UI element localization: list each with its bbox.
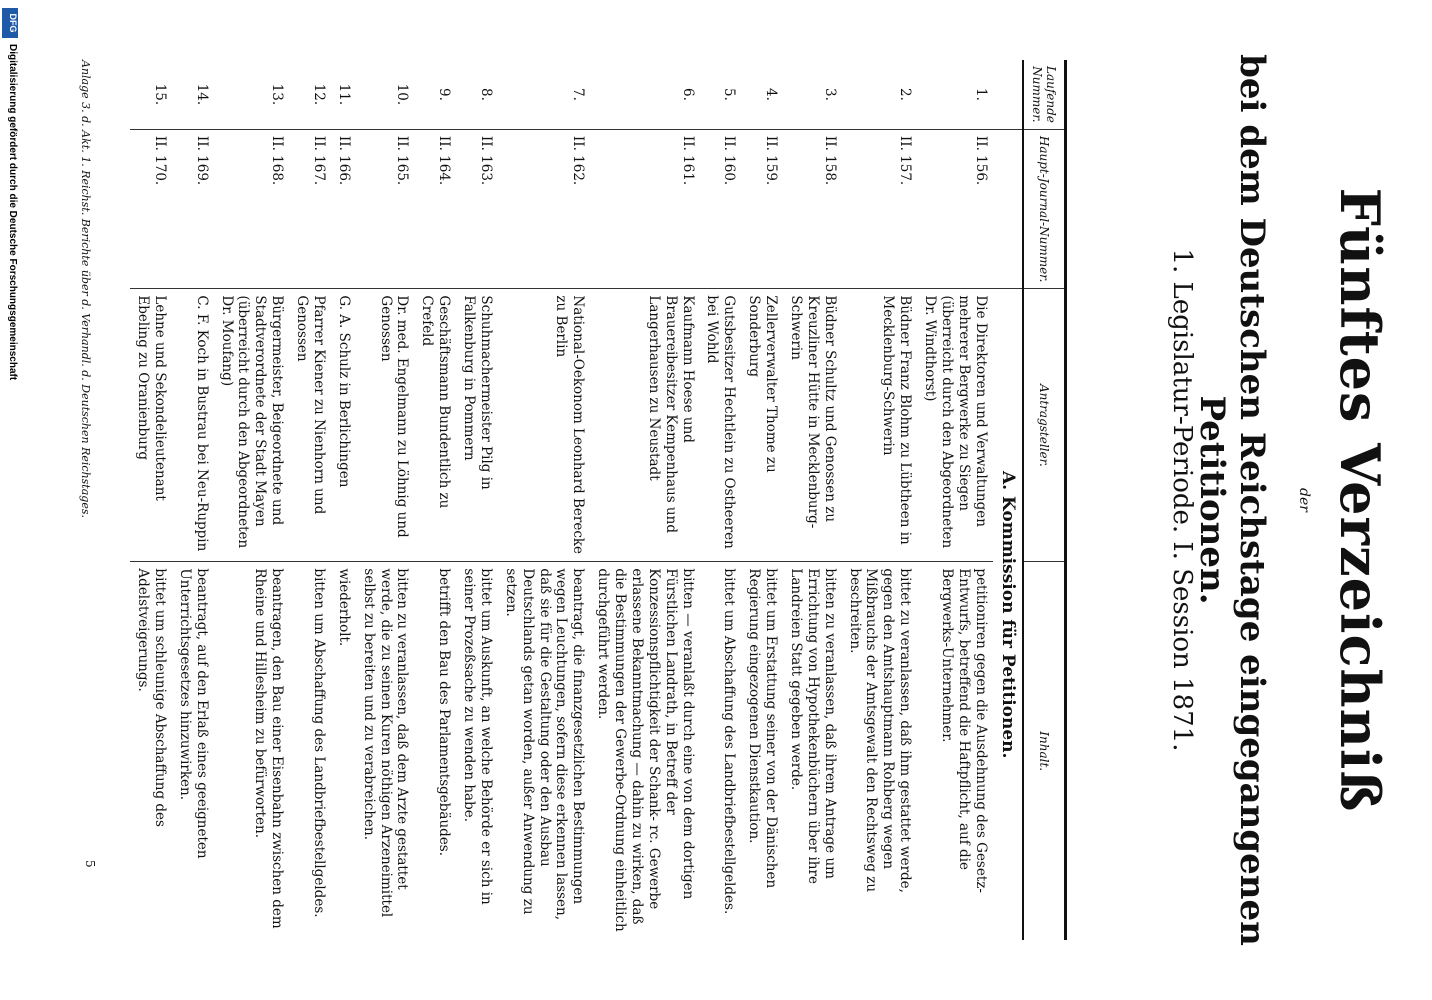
row-journal-nummer: II. 169.	[172, 129, 214, 289]
row-inhalt: bittet um Abschaffung des Landbriefbestellgeldes.	[700, 562, 742, 940]
row-inhalt: wiederholt.	[331, 562, 356, 940]
table-row	[214, 60, 290, 940]
row-laufende-nummer: 8.	[478, 88, 494, 101]
row-journal-nummer: II. 168.	[214, 129, 290, 289]
row-antragsteller: Zellerverwalter Thome zu Sonderburg	[741, 289, 783, 562]
row-antragsteller: Lehne und Sekondelieutenant Ebeling zu Oranienburg	[130, 289, 172, 562]
table-row	[172, 60, 214, 940]
table-row	[331, 60, 356, 940]
row-journal-nummer: II. 162.	[498, 129, 590, 289]
row-laufende-nummer: 9.	[436, 88, 453, 101]
table-row	[415, 60, 457, 940]
row-inhalt: bitten zu veranlassen, daß ihrem Antrage um Errichtung von Hypothekenbüchern über ihre Landreien Statt gegeben werde.	[783, 562, 842, 940]
document-subtitle: bei dem Deutschen Reichstage eingegangenen Petitionen.	[1192, 54, 1272, 946]
row-inhalt: beantragen, den Bau einer Eisenbahn zwischen dem Rheine und Hillesheim zu befürworten.	[214, 562, 290, 940]
row-antragsteller: Geschäftsmann Bundentlich zu Crefeld	[415, 289, 457, 562]
row-journal-nummer: II. 158.	[783, 129, 842, 289]
row-laufende-nummer: 14.	[193, 83, 210, 106]
row-laufende-nummer: 6.	[679, 88, 696, 101]
row-journal-nummer: II. 164.	[415, 129, 457, 289]
row-antragsteller: Gutsbesitzer Hechtlein zu Ostheeren bei Wohld	[700, 289, 742, 562]
petitions-table	[130, 60, 1067, 940]
row-journal-nummer: II. 160.	[700, 129, 742, 289]
table-row	[356, 60, 415, 940]
header-laufende: Laufende Nummer.	[1023, 60, 1066, 129]
row-journal-nummer: II. 165.	[356, 129, 415, 289]
row-laufende-nummer: 4.	[763, 88, 780, 101]
row-antragsteller: Schuhmachermeister Pilg in Falkenburg in Pommern	[456, 289, 498, 562]
row-laufende-nummer: 3.	[821, 88, 838, 101]
row-inhalt: bittet um Auskunft, an welche Behörde er sich in seiner Prozeßsache zu wenden habe.	[456, 562, 498, 940]
session-line: 1. Legislatur-Periode. I. Session 1871.	[1167, 248, 1197, 752]
row-inhalt: bittet zu veranlassen, daß ihm gestattet werde, gegen den Amtshauptmann Rohberg wegen Mißbrauchs der Amtsgewalt den Rechtsweg zu beschreiten.	[842, 562, 918, 940]
row-inhalt: bittet um Erstattung seiner von der Dänischen Regierung eingezogenen Dienstkaution.	[741, 562, 783, 940]
row-antragsteller: Pfarrer Kiener zu Nienhorn und Genossen	[289, 289, 331, 562]
title-connector: der	[1296, 488, 1312, 512]
header-inhalt: Inhalt.	[1023, 562, 1066, 940]
row-antragsteller: Die Direktoren und Verwaltungen mehrerer Bergwerke zu Siegen (überreicht durch den Abgeordneten Dr. Windthorst)	[917, 289, 993, 562]
table-row	[590, 60, 699, 940]
table-row	[741, 60, 783, 940]
table-row	[917, 60, 993, 940]
row-antragsteller: Büdner Schultz und Genossen zu Kreuzliner Hütte in Mecklenburg-Schwerin	[783, 289, 842, 562]
row-laufende-nummer: 2.	[897, 88, 914, 101]
row-inhalt: bitten — veranlaßt durch eine von dem dortigen Fürstlichen Landrath, in Betreff der Konzessionspflichtigkeit der Schank- rc. Gewerbe erlassene Bekanntmachung — dahin zu wirken, daß die Bestimmungen der Gewerbe-Ordnung einheitlich durchgeführt werden.	[590, 562, 699, 940]
table-row	[130, 60, 172, 940]
row-journal-nummer: II. 161.	[590, 129, 699, 289]
row-laufende-nummer: 10.	[394, 83, 411, 106]
row-antragsteller: Dr. med. Engelmann zu Löhnig und Genossen	[356, 289, 415, 562]
row-journal-nummer: II. 156.	[917, 129, 993, 289]
row-inhalt: beantragt, auf den Erlaß eines geeigneten Unterrichtsgesetzes hinzuwirken.	[172, 562, 214, 940]
document-title: Fünftes Verzeichniß	[1328, 187, 1392, 813]
table-header-row	[1023, 60, 1066, 940]
dfg-watermark-text: Digitalisierung gefördert durch die Deutsche Forschungsgemeinschaft	[7, 44, 18, 381]
row-antragsteller: C. F. Koch in Bustrau bei Neu-Ruppin	[172, 289, 214, 562]
row-laufende-nummer: 11.	[335, 83, 352, 106]
row-inhalt: bittet um schleunige Abschaffung des Adelstveigerungs.	[130, 562, 172, 940]
row-antragsteller: National-Oekonom Leonhard Berecke zu Berlin	[498, 289, 590, 562]
row-journal-nummer: II. 163.	[456, 129, 498, 289]
table-row	[456, 60, 498, 940]
row-laufende-nummer: 15.	[152, 83, 168, 106]
table-row	[498, 60, 590, 940]
row-journal-nummer: II. 166.	[331, 129, 356, 289]
dfg-watermark	[0, 0, 20, 1000]
row-laufende-nummer: 5.	[721, 88, 738, 101]
section-row	[993, 60, 1023, 940]
row-laufende-nummer: 1.	[972, 88, 989, 101]
row-laufende-nummer: 13.	[269, 83, 286, 106]
header-antragsteller: Antragsteller.	[1023, 289, 1066, 562]
row-inhalt: bitten zu veranlassen, daß dem Arzte gestattet werde, die zu seinen Kuren nöthigen Arzeneimittel selbst zu bereiten und zu verabreichen.	[356, 562, 415, 940]
row-journal-nummer: II. 157.	[842, 129, 918, 289]
header-nummer: Haupt-Journal-Nummer.	[1023, 129, 1066, 289]
row-antragsteller: Büdner Franz Blohm zu Lübtheen in Mecklenburg-Schwerin	[842, 289, 918, 562]
table-row	[289, 60, 331, 940]
page-mark: 5	[83, 860, 97, 868]
row-inhalt: bitten um Abschaffung des Landbriefbestellgeldes.	[289, 562, 331, 940]
row-antragsteller: Bürgermeister, Beigeordnete und Stadtverordnete der Stadt Mayen (überreicht durch den Abgeordneten Dr. Moufang)	[214, 289, 290, 562]
row-journal-nummer: II. 167.	[289, 129, 331, 289]
table-body	[130, 60, 1023, 940]
row-antragsteller: G. A. Schulz in Berlichingen	[331, 289, 356, 562]
row-inhalt: betrifft den Bau des Parlamentsgebäudes.	[415, 562, 457, 940]
dfg-badge-label: DFG	[8, 13, 18, 33]
row-inhalt: petitioniren gegen die Ausdehnung des Gesetz-Entwurfs, betreffend die Haftpflicht, auf die Bergwerks-Unternehmer.	[917, 562, 993, 940]
row-journal-nummer: II. 159.	[741, 129, 783, 289]
row-journal-nummer: II. 170.	[130, 129, 172, 289]
table-row	[783, 60, 842, 940]
row-laufende-nummer: 7.	[570, 88, 587, 101]
row-laufende-nummer: 12.	[311, 83, 327, 106]
section-heading: A. Kommission für Petitionen.	[993, 289, 1023, 940]
table-row	[700, 60, 742, 940]
row-inhalt: beantragt, die finanzgesetzlichen Bestimmungen wegen Leuchtungen, sofern diese erkennen lassen, daß sie für die Gestaltung oder den Ausbau Deutschlands getan worden, außer Anwendung zu setzen.	[498, 562, 590, 940]
row-antragsteller: Kaufmann Hoese und Brauereibesitzer Kempenhaus und Langerhausen zu Neustadt	[590, 289, 699, 562]
footnote: Anlage 3. d. Akt. 1. Reichst. Berichte über d. Verhandl. d. Deutschen Reichstages.	[79, 60, 92, 518]
table-row	[842, 60, 918, 940]
